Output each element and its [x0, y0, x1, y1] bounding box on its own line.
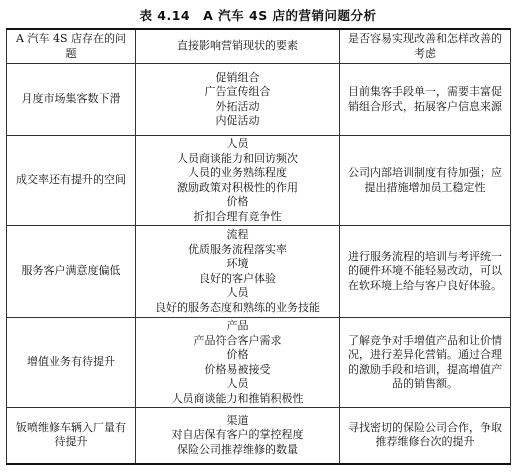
consideration-cell: [340, 318, 511, 408]
header-consideration: 是否容易实现改善和怎样改善的考虑: [340, 29, 511, 64]
problem-cell: [7, 408, 136, 464]
factor-item: 良好的客户体验: [199, 271, 276, 285]
factor-item: 良好的服务态度和熟练的业务技能: [155, 300, 320, 314]
problem-cell: [7, 226, 136, 318]
factor-item: 激励政策对积极性的作用: [177, 180, 298, 194]
factors-cell: [136, 408, 340, 464]
consideration-text: 了解竞争对手增值产品和让价情况，进行差异化营销。通过合理的激励手段和培训，提高增值产品的销售额。: [348, 333, 502, 390]
factors-cell: [136, 136, 340, 226]
factor-item: 对自店保有客户的掌控程度: [171, 428, 304, 441]
header-problem: A 汽车 4S 店存在的问题: [7, 29, 136, 64]
problem-cell: [7, 64, 136, 136]
factors-cell: [136, 64, 340, 136]
header-factors: 直接影响营销现状的要素: [136, 29, 340, 64]
factor-item: 人员: [226, 137, 249, 150]
factor-item: 促销组合: [215, 70, 260, 84]
table-row: [7, 226, 511, 318]
factors-cell: [136, 318, 340, 408]
factor-item: 产品: [226, 319, 249, 332]
consideration-cell: [340, 136, 511, 226]
factor-item: 外拓活动: [215, 99, 260, 113]
factor-item: 人员商谈能力和回访频次: [177, 151, 298, 165]
consideration-text: 目前集客手段单一，需要丰富促销组合形式，拓展客户信息来源: [348, 85, 502, 113]
problem-text: 服务客户满意度偏低: [21, 264, 121, 278]
consideration-text: 公司内部培训制度有待加强；应提出措施增加员工稳定性: [348, 166, 502, 194]
factor-item: 内促活动: [215, 114, 260, 127]
factor-item: 人员的业务熟练程度: [188, 166, 287, 179]
consideration-text: 进行服务流程的培训与考评统一的硬件环境不能轻易改动，可以在软环境上给与客户良好体验。: [348, 249, 502, 292]
factor-item: 广告宣传组合: [204, 85, 271, 98]
table-header-row: [7, 29, 511, 64]
problem-text: 成交率还有提升的空间: [16, 173, 126, 187]
factor-item: 人员: [226, 286, 249, 299]
problem-text: 月度市场集客数下滑: [21, 92, 121, 106]
consideration-cell: [340, 226, 511, 318]
factor-item: 产品符合客户需求: [193, 333, 282, 347]
problem-cell: [7, 318, 136, 408]
table-row: [7, 318, 511, 408]
factor-item: 价格易被接受: [204, 362, 271, 376]
factor-item: 优质服务流程落实率: [188, 242, 287, 256]
factor-item: 环境: [226, 257, 249, 270]
marketing-problem-table: [6, 28, 511, 465]
factors-cell: [136, 226, 340, 318]
problem-text: 增值业务有待提升: [27, 355, 115, 369]
factor-item: 人员商谈能力和推销积极性: [171, 391, 304, 405]
consideration-cell: [340, 64, 511, 136]
table-caption: 表 4.14 A 汽车 4S 店的营销问题分析: [139, 8, 377, 23]
factor-item: 折扣合理有竞争性: [193, 209, 282, 223]
factor-item: 流程: [226, 228, 249, 241]
table-row: [7, 136, 511, 226]
factor-item: 人员: [226, 377, 249, 390]
table-row: [7, 408, 511, 464]
problem-cell: [7, 136, 136, 226]
consideration-text: 寻找密切的保险公司合作，争取推荐维修台次的提升: [348, 420, 502, 449]
factor-item: 渠道: [226, 413, 249, 427]
problem-text: 钣喷维修车辆入厂量有待提升: [16, 420, 126, 449]
factor-item: 保险公司推荐维修的数量: [177, 442, 298, 456]
factor-item: 价格: [226, 348, 249, 361]
table-row: [7, 64, 511, 136]
consideration-cell: [340, 408, 511, 464]
factor-item: 价格: [226, 195, 249, 208]
